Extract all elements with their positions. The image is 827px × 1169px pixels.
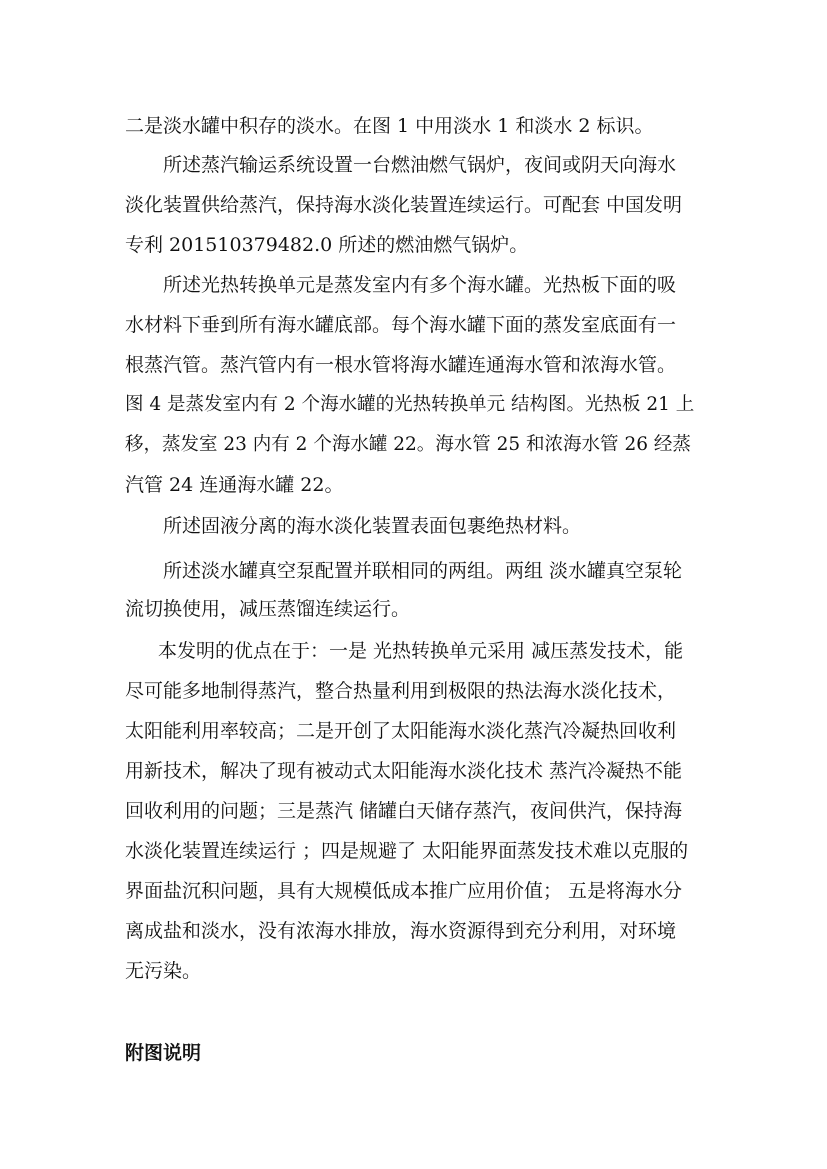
text-line: 所述淡水罐真空泵配置并联相同的两组。两组 淡水罐真空泵轮 [163, 560, 683, 582]
text-line: 水淡化装置连续运行 ；四是规避了 太阳能界面蒸发技术难以克服的 [125, 840, 689, 862]
text-line: 本发明的优点在于：一是 光热转换单元采用 减压蒸发技术，能 [158, 640, 684, 662]
text-line: 回收利用的问题；三是蒸汽 储罐白天储存蒸汽，夜间供汽，保持海 [125, 800, 683, 822]
text-line: 离成盐和淡水，没有浓海水排放，海水资源得到充分利用，对环境 [125, 920, 677, 942]
text-line: 汽管 24 连通海水罐 22。 [125, 474, 344, 496]
text-line: 水材料下垂到所有海水罐底部。每个海水罐下面的蒸发室底面有一 [125, 314, 677, 336]
text-line: 无污染。 [125, 960, 202, 982]
text-line: 用新技术，解决了现有被动式太阳能海水淡化技术 蒸汽冷凝热不能 [125, 760, 683, 782]
text-line: 所述固液分离的海水淡化装置表面包裹绝热材料。 [163, 515, 582, 537]
text-line: 图 4 是蒸发室内有 2 个海水罐的光热转换单元 结构图。光热板 21 上 [125, 394, 695, 415]
text-line: 根蒸汽管。蒸汽管内有一根水管将海水罐连通海水管和浓海水管。 [125, 354, 677, 376]
text-line: 界面盐沉积问题，具有大规模低成本推广应用价值； 五是将海水分 [125, 880, 683, 902]
text-line: 流切换使用，减压蒸馏连续运行。 [125, 598, 411, 620]
text-line: 二是淡水罐中积存的淡水。在图 1 中用淡水 1 和淡水 2 标识。 [125, 115, 654, 137]
text-line: 淡化装置供给蒸汽，保持海水淡化装置连续运行。可配套 中国发明 [125, 194, 683, 216]
text-line: 所述光热转换单元是蒸发室内有多个海水罐。光热板下面的吸 [163, 274, 677, 296]
text-line: 太阳能利用率较高；二是开创了太阳能海水淡化蒸汽冷凝热回收利 [125, 720, 677, 742]
text-line: 尽可能多地制得蒸汽，整合热量利用到极限的热法海水淡化技术， [125, 680, 677, 702]
section-heading: 附图说明 [125, 1042, 202, 1064]
text-line: 移，蒸发室 23 内有 2 个海水罐 22。海水管 25 和浓海水管 26 经蒸 [125, 434, 691, 455]
text-line: 专利 201510379482.0 所述的燃油燃气锅炉。 [125, 234, 529, 256]
text-line: 所述蒸汽输运系统设置一台燃油燃气锅炉，夜间或阴天向海水 [163, 154, 677, 176]
